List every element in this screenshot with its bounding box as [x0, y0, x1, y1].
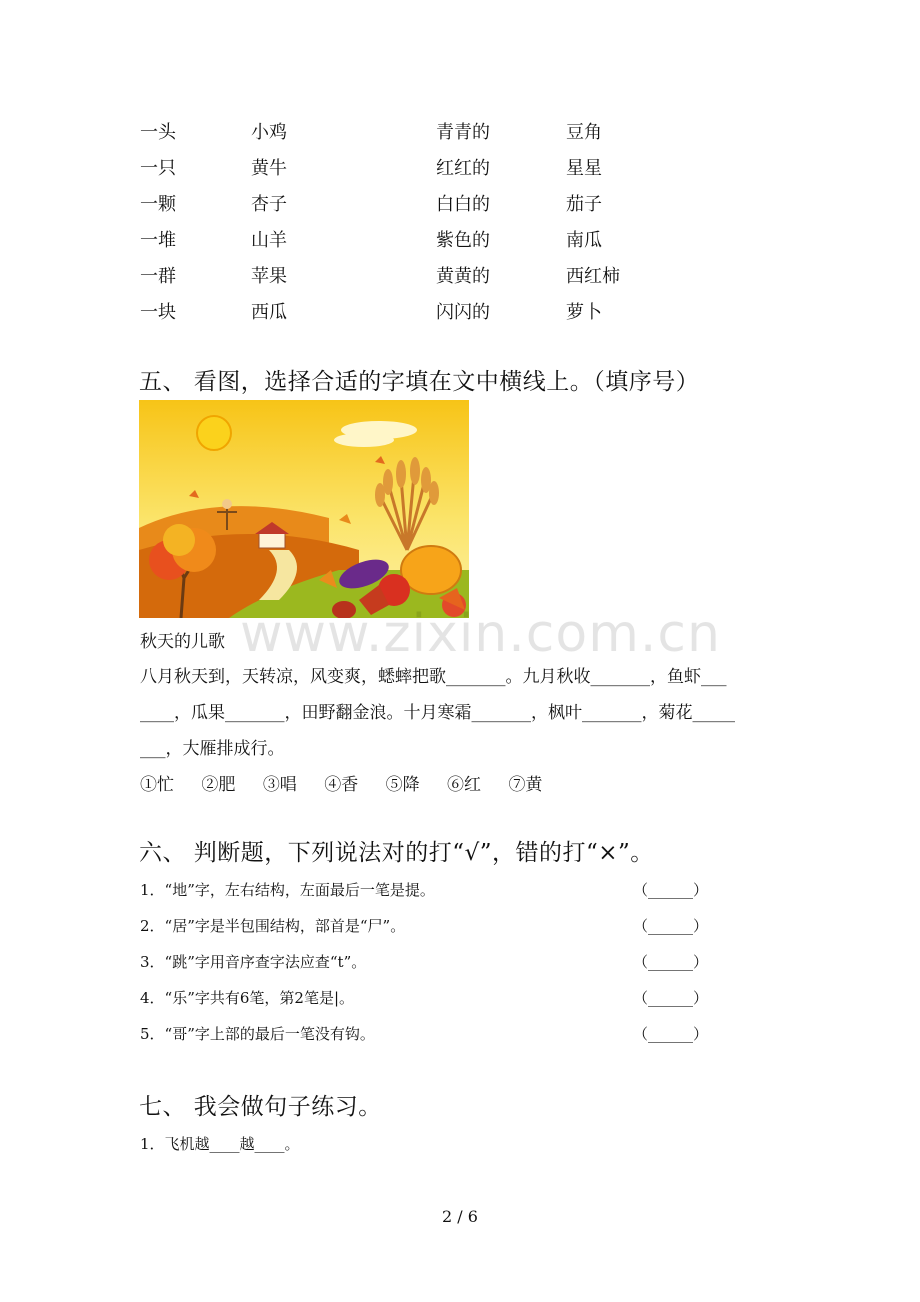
match-item: 一堆: [140, 230, 176, 251]
match-item: 豆角: [566, 122, 602, 143]
judgment-item: 2．“居”字是半包围结构，部首是“尸”。: [140, 917, 406, 935]
match-item: 一群: [140, 266, 176, 287]
poem-line: ____，瓜果_______，田野翻金浪。十月寒霜_______，枫叶_______，菊花_____: [140, 703, 735, 723]
section-6-heading: 六、 判断题，下列说法对的打“√”，错的打“×”。: [139, 840, 654, 866]
autumn-illustration: [139, 400, 469, 618]
match-item: 黄牛: [251, 158, 287, 179]
judgment-item: 3．“跳”字用音序查字法应查“t”。: [140, 953, 367, 971]
match-item: 苹果: [251, 266, 287, 287]
answer-options: [140, 770, 564, 795]
judgment-blank[interactable]: （______）: [633, 989, 709, 1007]
match-item: 山羊: [251, 230, 287, 251]
match-item: 黄黄的: [436, 266, 490, 287]
poem-line: 八月秋天到，天转凉，风变爽，蟋蟀把歌_______。九月秋收_______，鱼虾___: [140, 667, 727, 687]
match-item: 一只: [140, 158, 176, 179]
sun-icon: [197, 416, 231, 450]
match-item: 杏子: [251, 194, 287, 215]
option: ⑦黄: [508, 775, 543, 795]
option: ⑤降: [385, 775, 420, 795]
option: ①忙: [140, 775, 174, 795]
judgment-item: 1．“地”字，左右结构，左面最后一笔是提。: [140, 881, 435, 899]
judgment-blank[interactable]: （______）: [633, 881, 709, 899]
match-item: 紫色的: [436, 230, 490, 251]
pumpkin-icon: [401, 546, 461, 594]
judgment-blank[interactable]: （______）: [633, 1025, 709, 1043]
sentence-exercise: 1．飞机越____越____。: [140, 1135, 300, 1153]
section-5-heading: 五、 看图，选择合适的字填在文中横线上。（填序号）: [139, 369, 700, 395]
match-item: 一颗: [140, 194, 176, 215]
page-number: 2 / 6: [442, 1207, 478, 1226]
match-item: 闪闪的: [436, 302, 490, 323]
watermark: www.zixin.com.cn: [240, 604, 721, 664]
match-item: 红红的: [436, 158, 490, 179]
match-item: 南瓜: [566, 230, 602, 251]
poem-title: 秋天的儿歌: [140, 632, 225, 652]
option: ④香: [324, 775, 359, 795]
judgment-item: 4．“乐”字共有6笔，第2笔是|。: [140, 989, 355, 1007]
match-item: 西红柿: [566, 266, 620, 287]
judgment-blank[interactable]: （______）: [633, 953, 709, 971]
match-item: 小鸡: [251, 122, 287, 143]
section-7-heading: 七、 我会做句子练习。: [139, 1094, 382, 1120]
match-item: 萝卜: [566, 302, 602, 323]
match-item: 星星: [566, 158, 602, 179]
poem-line: ___，大雁排成行。: [140, 739, 285, 759]
option: ⑥红: [447, 775, 482, 795]
match-item: 白白的: [436, 194, 490, 215]
match-item: 一块: [140, 302, 176, 323]
match-item: 茄子: [566, 194, 602, 215]
option: ②肥: [201, 775, 236, 795]
option: ③唱: [262, 775, 297, 795]
judgment-item: 5．“哥”字上部的最后一笔没有钩。: [140, 1025, 375, 1043]
match-item: 西瓜: [251, 302, 287, 323]
judgment-blank[interactable]: （______）: [633, 917, 709, 935]
match-item: 一头: [140, 122, 176, 143]
match-item: 青青的: [436, 122, 490, 143]
